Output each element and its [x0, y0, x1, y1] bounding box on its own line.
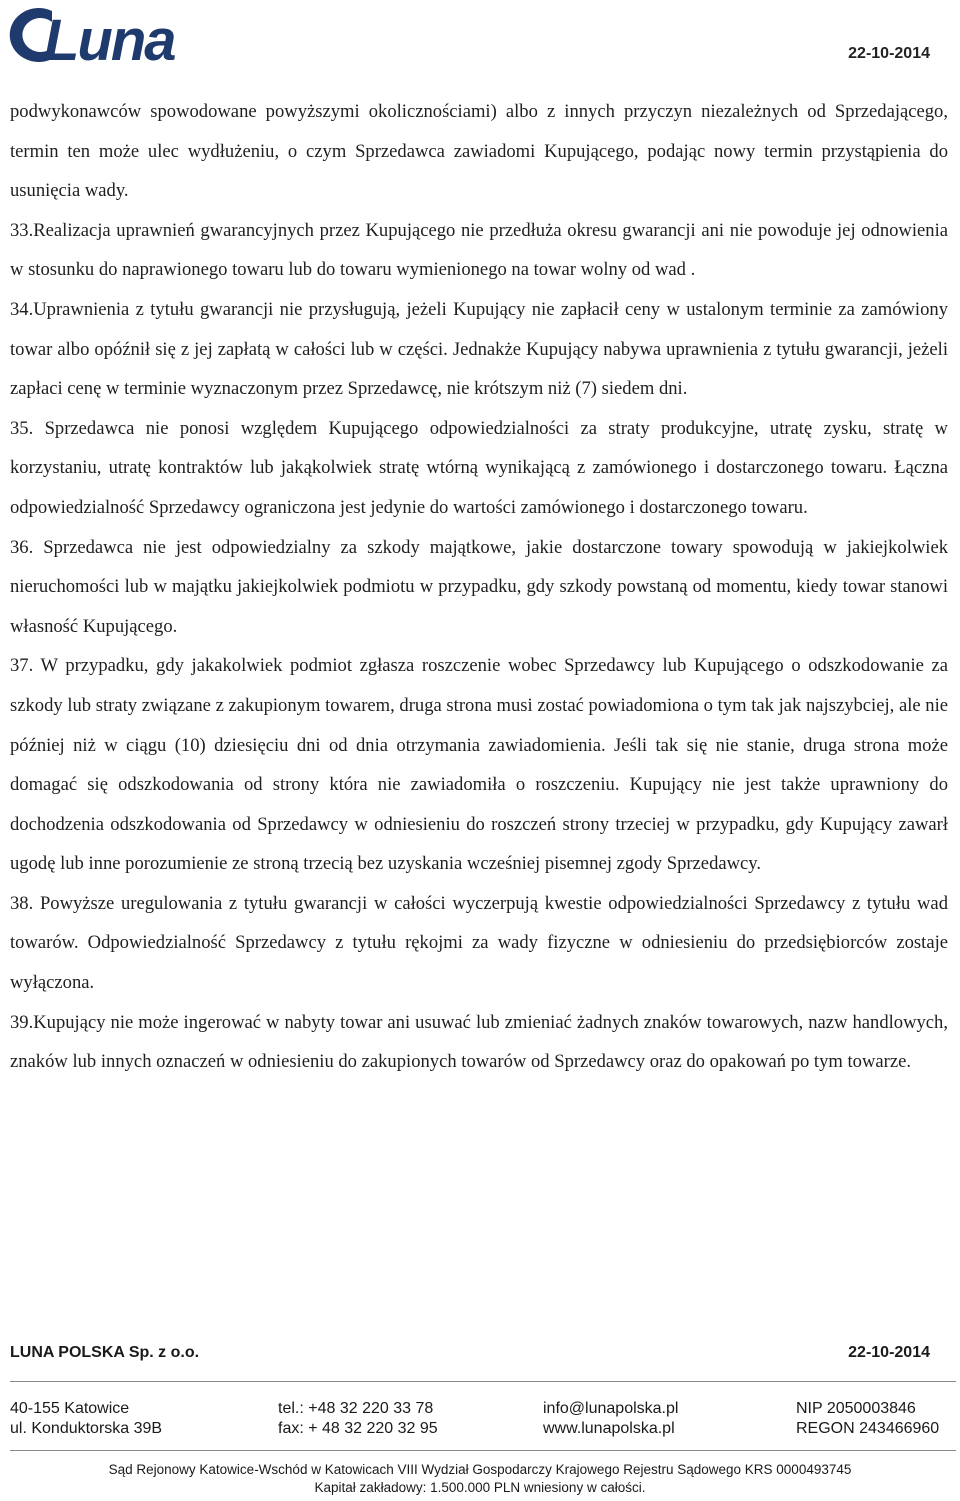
footer-divider-bottom [10, 1450, 956, 1451]
footer-company-name: LUNA POLSKA Sp. z o.o. [10, 1344, 200, 1361]
paragraph-33: 33.Realizacja uprawnień gwarancyjnych przez Kupującego nie przedłuża okresu gwarancji ani nie powoduje jej odnowienia w stosunku do naprawionego towaru lub do towaru wymienionego na towar wolny od wad . [10, 219, 948, 281]
document-body [10, 92, 948, 1082]
footer-website: www.lunapolska.pl [543, 1420, 675, 1437]
footer-phone: tel.: +48 32 220 33 78 [278, 1400, 434, 1417]
footer-date: 22-10-2014 [848, 1344, 930, 1361]
footer-capital: Kapitał zakładowy: 1.500.000 PLN wniesiony w całości. [314, 1480, 646, 1495]
footer-address-street: ul. Konduktorska 39B [10, 1420, 163, 1437]
footer-divider [10, 1381, 956, 1382]
paragraph-34: 34.Uprawnienia z tytułu gwarancji nie przysługują, jeżeli Kupujący nie zapłacił ceny w ustalonym terminie za zamówiony towar albo opóźnił się z jej zapłatą w całości lub w części. Jednakże Kupujący nabywa uprawnienia z tytułu gwarancji, jeżeli zapłaci cenę w terminie wyznaczonym przez Sprzedawcę, nie krótszym niż (7) siedem dni. [10, 298, 948, 400]
paragraph-37: 37. W przypadku, gdy jakakolwiek podmiot zgłasza roszczenie wobec Sprzedawcy lub Kupującego o odszkodowanie za szkody lub straty związane z zakupionym towarem, druga strona musi zostać powiadomiona o tym tak jak najszybciej, ale nie później niż w ciągu (10) dziesięciu dni od dnia otrzymania zawiadomienia. Jeśli tak się nie stanie, druga strona może domagać się odszkodowania od strony która nie zawiadomiła o roszczeniu. Kupujący nie jest także uprawniony do dochodzenia odszkodowania od Sprzedawcy w odniesieniu do roszczeń strony trzeciej w przypadku, gdy Kupujący zawarł ugodę lub inne porozumienie ze stroną trzecią bez uzyskania wcześniej pisemnej zgody Sprzedawcy. [10, 655, 948, 875]
footer-nip: NIP 2050003846 [796, 1400, 916, 1417]
paragraph-35: 35. Sprzedawca nie ponosi względem Kupującego odpowiedzialności za straty produkcyjne, utratę zysku, stratę w korzystaniu, utratę kontraktów lub jakąkolwiek stratę wtórną wynikającą z zamówionego i dostarczonego towaru. Łączna odpowiedzialność Sprzedawcy ograniczona jest jedynie do wartości zamówionego i dostarczonego towaru. [10, 417, 948, 518]
footer-registry: Sąd Rejonowy Katowice-Wschód w Katowicach VIII Wydział Gospodarczy Krajowego Rejestru Sądowego KRS 0000493745 [108, 1462, 852, 1477]
paragraph-39: 39.Kupujący nie może ingerować w nabyty towar ani usuwać lub zmieniać żadnych znaków towarowych, nazw handlowych, znaków lub innych oznaczeń w odniesieniu do zakupionych towarów od Sprzedawcy oraz do opakowań po tym towarze. [10, 1011, 948, 1073]
footer-regon: REGON 243466960 [796, 1420, 940, 1437]
footer-fax: fax: + 48 32 220 32 95 [278, 1420, 438, 1437]
paragraph-38: 38. Powyższe uregulowania z tytułu gwarancji w całości wyczerpują kwestie odpowiedzialności Sprzedawcy z tytułu wad towarów. Odpowiedzialność Sprzedawcy z tytułu rękojmi za wady fizyczne w odniesieniu do przedsiębiorców zostaje wyłączona. [10, 892, 948, 994]
header-date: 22-10-2014 [848, 45, 930, 62]
paragraph-36: 36. Sprzedawca nie jest odpowiedzialny za szkody majątkowe, jakie dostarczone towary spowodują w jakiejkolwiek nieruchomości lub w majątku jakiejkolwiek podmiotu w przypadku, gdy szkody powstaną od momentu, kiedy towar stanowi własność Kupującego. [10, 536, 948, 637]
paragraph-continuation: podwykonawców spowodowane powyższymi okolicznościami) albo z innych przyczyn niezależnych od Sprzedającego, termin ten może ulec wydłużeniu, o czym Sprzedawca zawiadomi Kupującego, podając nowy termin przystąpienia do usunięcia wady. [10, 101, 948, 202]
luna-logo [8, 2, 230, 68]
footer-address-city: 40-155 Katowice [10, 1400, 130, 1417]
footer-email: info@lunapolska.pl [543, 1400, 679, 1417]
logo-wordmark: Luna [44, 8, 175, 68]
